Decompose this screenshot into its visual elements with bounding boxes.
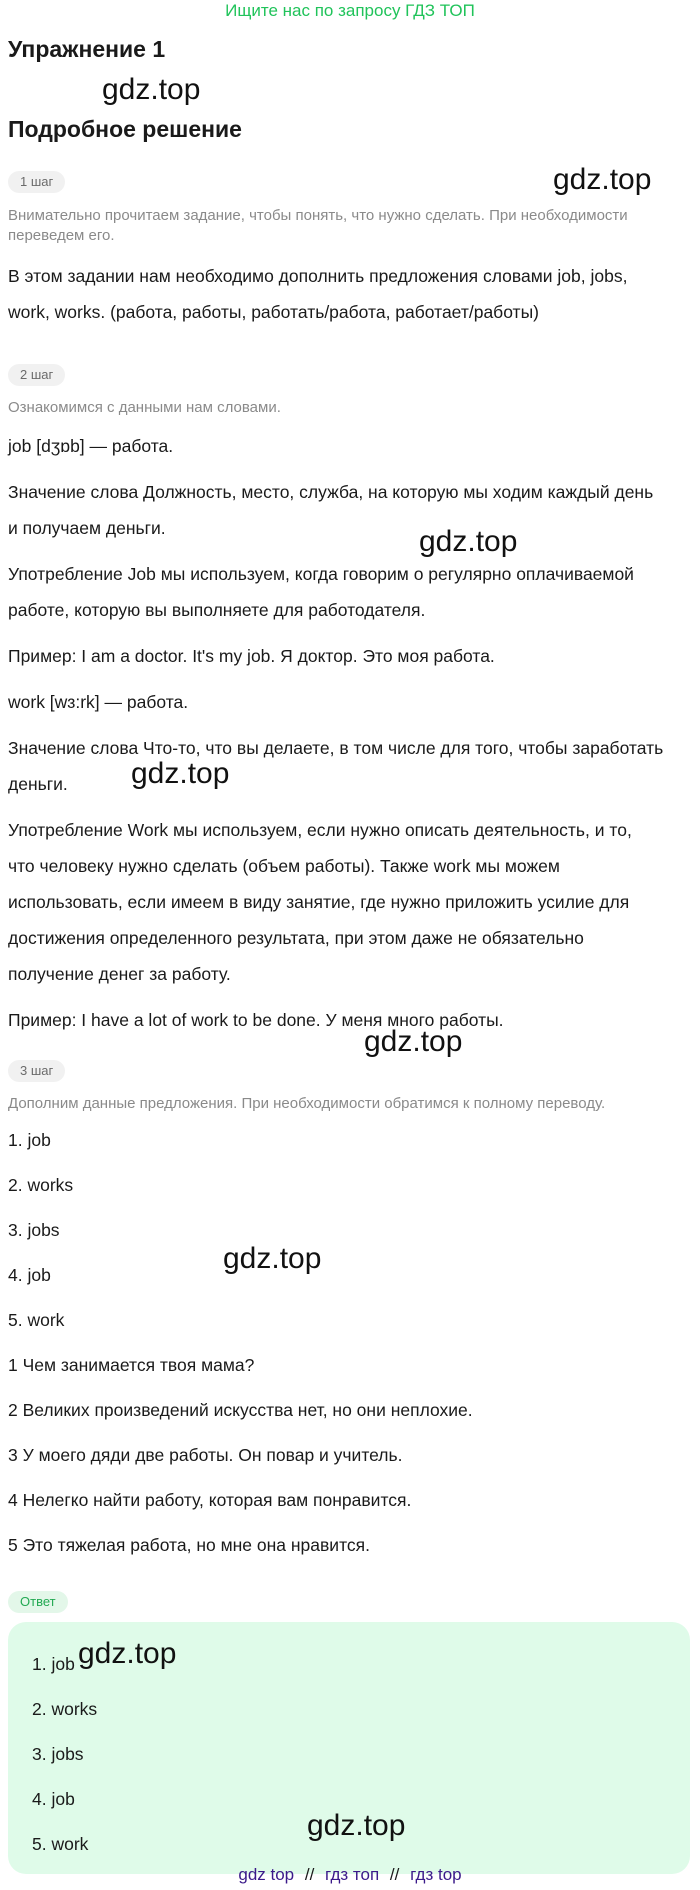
work-usage: что человеку нужно сделать (объем работы). Также work мы можем: [8, 856, 560, 876]
step-2-badge: [8, 364, 65, 386]
job-meaning: и получаем деньги.: [8, 518, 166, 538]
watermark: gdz.top: [131, 757, 230, 790]
search-banner[interactable]: Ищите нас по запросу ГДЗ ТОП: [225, 1, 475, 20]
step-1-hint: Внимательно прочитаем задание, чтобы понять, что нужно сделать. При необходимости переведем его.: [8, 207, 628, 244]
footer-link-gdz-top-mixed[interactable]: гдз top: [410, 1865, 462, 1884]
watermark: gdz.top: [419, 525, 518, 558]
list-item: 4. job: [8, 1265, 51, 1285]
work-usage: получение денег за работу.: [8, 964, 231, 984]
list-item: 3. jobs: [8, 1220, 60, 1240]
watermark: gdz.top: [553, 163, 652, 196]
list-item: 2. works: [8, 1175, 74, 1195]
step-2-hint: Ознакомимся с данными нам словами.: [8, 399, 281, 416]
step-2-chip: 2 шаг: [8, 364, 65, 386]
work-usage: достижения определенного результата, при этом даже не обязательно: [8, 928, 584, 948]
watermark: gdz.top: [307, 1809, 406, 1842]
footer-separator: //: [304, 1865, 315, 1884]
step-1-line: work, works. (работа, работы, работать/работа, работает/работы): [8, 302, 539, 322]
answer-chip: Ответ: [8, 1591, 68, 1613]
job-usage: Употребление Job мы используем, когда говорим о регулярно оплачиваемой: [8, 564, 634, 584]
solution-title: Подробное решение: [8, 116, 242, 142]
watermark: gdz.top: [78, 1637, 177, 1670]
step-3-chip: 3 шаг: [8, 1060, 65, 1082]
work-title: work [wɜ:rk] — работа.: [8, 692, 189, 712]
list-item: 1. job: [8, 1130, 51, 1150]
answer-item: 1. job: [32, 1654, 75, 1674]
footer-link-gdz-top-ru[interactable]: гдз топ: [325, 1865, 380, 1884]
job-example: Пример: I am a doctor. It's my job. Я доктор. Это моя работа.: [8, 646, 495, 666]
work-usage: Употребление Work мы используем, если нужно описать деятельность, и то,: [8, 820, 632, 840]
answer-item: 4. job: [32, 1789, 75, 1809]
translation-item: 5 Это тяжелая работа, но мне она нравится.: [8, 1535, 370, 1555]
step-3-hint: Дополним данные предложения. При необходимости обратимся к полному переводу.: [8, 1095, 606, 1112]
step-1-badge: [8, 171, 65, 193]
footer-link-gdz-top[interactable]: gdz top: [238, 1865, 295, 1884]
watermark: gdz.top: [364, 1025, 463, 1058]
step-3-badge: [8, 1060, 65, 1082]
footer-links: [0, 1862, 700, 1888]
answer-item: 5. work: [32, 1834, 89, 1854]
job-title: job [dʒɒb] — работа.: [8, 436, 174, 456]
list-item: 5. work: [8, 1310, 65, 1330]
work-usage: использовать, если имеем в виду занятие, где нужно приложить усилие для: [8, 892, 630, 912]
watermark: gdz.top: [102, 73, 201, 106]
work-example: Пример: I have a lot of work to be done. У меня много работы.: [8, 1010, 504, 1030]
translation-item: 1 Чем занимается твоя мама?: [8, 1355, 255, 1375]
work-meaning: Значение слова Что-то, что вы делаете, в том числе для того, чтобы заработать: [8, 738, 664, 758]
answer-item: 2. works: [32, 1699, 98, 1719]
work-meaning: деньги.: [8, 774, 68, 794]
exercise-title: Упражнение 1: [8, 36, 166, 62]
step-1-chip: 1 шаг: [8, 171, 65, 193]
footer-separator: //: [389, 1865, 400, 1884]
translation-item: 3 У моего дяди две работы. Он повар и учитель.: [8, 1445, 403, 1465]
job-meaning: Значение слова Должность, место, служба, на которую мы ходим каждый день: [8, 482, 654, 502]
watermark: gdz.top: [223, 1242, 322, 1275]
answer-item: 3. jobs: [32, 1744, 84, 1764]
job-usage: работе, которую вы выполняете для работодателя.: [8, 600, 426, 620]
translation-item: 4 Нелегко найти работу, которая вам понравится.: [8, 1490, 412, 1510]
answer-badge: [8, 1591, 68, 1613]
step-1-line: В этом задании нам необходимо дополнить предложения словами job, jobs,: [8, 266, 628, 286]
translation-item: 2 Великих произведений искусства нет, но они неплохие.: [8, 1400, 473, 1420]
